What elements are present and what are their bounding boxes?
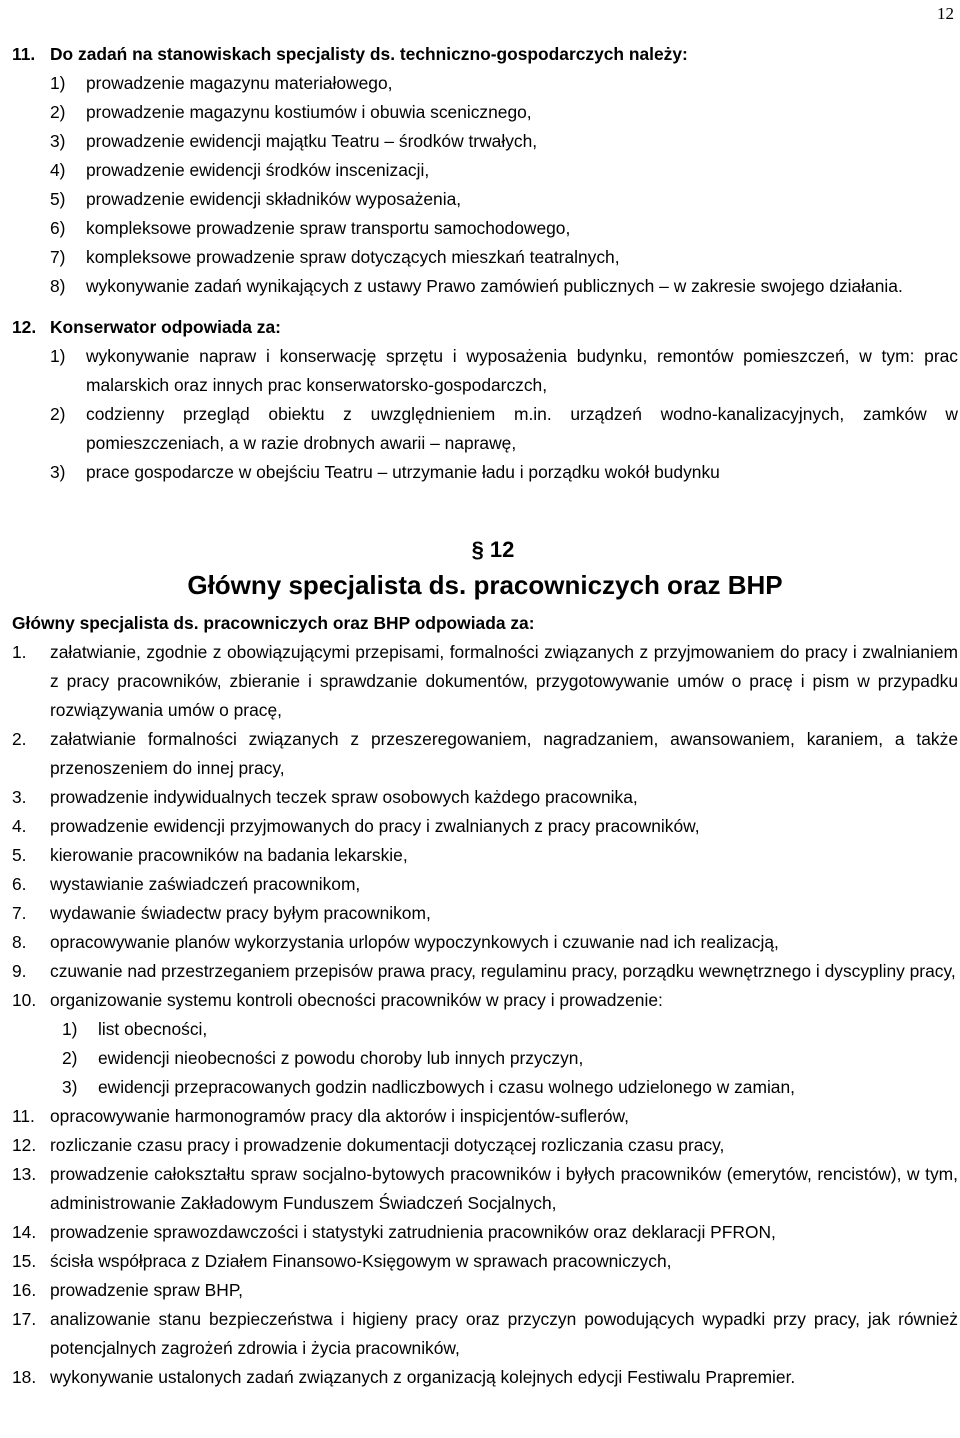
list-item (12, 899, 958, 928)
list-item-text: kompleksowe prowadzenie spraw dotyczących mieszkań teatralnych, (86, 247, 620, 267)
list-item-text: wykonywanie ustalonych zadań związanych z organizacją kolejnych edycji Festiwalu Prapremier. (50, 1367, 796, 1387)
attendance-records-list (50, 1015, 958, 1102)
list-item-text: organizowanie systemu kontroli obecności pracowników w pracy i prowadzenie: (50, 990, 663, 1010)
list-item-text: prace gospodarcze w obejściu Teatru – utrzymanie ładu i porządku wokół budynku (86, 462, 720, 482)
list-item-number: 14. (12, 1222, 37, 1242)
sub-list-item-text: ewidencji nieobecności z powodu choroby lub innych przyczyn, (98, 1048, 584, 1068)
list-item-number: 10. (12, 990, 37, 1010)
list-item (12, 272, 958, 301)
list-item (12, 69, 958, 98)
list-item (12, 986, 958, 1102)
list-item-text: wystawianie zaświadczeń pracownikom, (50, 874, 361, 894)
list-item (12, 1305, 958, 1363)
list-item (12, 1160, 958, 1218)
list-item (12, 638, 958, 725)
list-item (12, 342, 958, 400)
list-item (12, 812, 958, 841)
list-item-number: 13. (12, 1164, 37, 1184)
list-item-text: rozliczanie czasu pracy i prowadzenie dokumentacji dotyczącej rozliczania czasu pracy, (50, 1135, 725, 1155)
list-item (12, 243, 958, 272)
list-item-number: 15. (12, 1251, 37, 1271)
list-item-number: 1. (12, 642, 27, 662)
list-item (12, 928, 958, 957)
paragraph-sign: § 12 (471, 537, 515, 562)
list-item-number: 6) (50, 218, 66, 238)
list-item-number: 7) (50, 247, 66, 267)
list-item (12, 1363, 958, 1392)
section-12-number: 12. (12, 317, 37, 337)
list-item-number: 5) (50, 189, 66, 209)
list-item-text: prowadzenie indywidualnych teczek spraw osobowych każdego pracownika, (50, 787, 638, 807)
section-11-list (12, 69, 958, 301)
list-item-text: prowadzenie magazynu kostiumów i obuwia scenicznego, (86, 102, 532, 122)
list-item (12, 1247, 958, 1276)
list-item-text: prowadzenie spraw BHP, (50, 1280, 244, 1300)
paragraph-heading (12, 535, 958, 603)
list-item-text: czuwanie nad przestrzeganiem przepisów prawa pracy, regulaminu pracy, porządku wewnętrznego i dyscypliny pracy, (50, 961, 956, 981)
list-item (12, 98, 958, 127)
list-item-number: 8. (12, 932, 27, 952)
list-item-number: 4) (50, 160, 66, 180)
list-item (12, 214, 958, 243)
list-item-number: 18. (12, 1367, 37, 1387)
list-item-number: 3) (50, 131, 66, 151)
list-item-number: 17. (12, 1309, 37, 1329)
list-item-number: 3. (12, 787, 27, 807)
list-item-number: 6. (12, 874, 27, 894)
sub-list-item-text: ewidencji przepracowanych godzin nadliczbowych i czasu wolnego udzielonego w zamian, (98, 1077, 795, 1097)
sub-list-item-number: 3) (62, 1077, 78, 1097)
sub-list-item-number: 2) (62, 1048, 78, 1068)
list-item-text: opracowywanie harmonogramów pracy dla aktorów i inspicjentów-suflerów, (50, 1106, 629, 1126)
list-item (12, 841, 958, 870)
document-body (12, 40, 958, 1392)
list-item (12, 185, 958, 214)
list-item-text: codzienny przegląd obiektu z uwzględnieniem m.in. urządzeń wodno-kanalizacyjnych, zamków w pomieszczeniach, a w razie drobnych awarii – naprawę, (86, 404, 958, 453)
paragraph-title: Główny specjalista ds. pracowniczych oraz BHP (187, 570, 783, 600)
list-item-text: załatwianie, zgodnie z obowiązującymi przepisami, formalności związanych z przyjmowaniem do pracy i zwalnianiem z pracy pracowników, zbieranie i sprawdzanie dokumentów, przygotowywanie umów o pracę i pism w przypadku rozwiązywania umów o pracę, (50, 642, 958, 720)
list-item-text: załatwianie formalności związanych z przeszeregowaniem, nagradzaniem, awansowaniem, karaniem, a także przenoszeniem do innej pracy, (50, 729, 958, 778)
section-12-title: Konserwator odpowiada za: (50, 317, 281, 337)
list-item (12, 783, 958, 812)
list-item-text: prowadzenie ewidencji przyjmowanych do pracy i zwalnianych z pracy pracowników, (50, 816, 700, 836)
sub-list-item (50, 1044, 958, 1073)
list-item (12, 725, 958, 783)
list-item (12, 1102, 958, 1131)
list-item-text: prowadzenie ewidencji środków inscenizacji, (86, 160, 430, 180)
list-item-number: 1) (50, 73, 66, 93)
sub-list-item (50, 1073, 958, 1102)
list-item (12, 1218, 958, 1247)
list-item-text: prowadzenie ewidencji składników wyposażenia, (86, 189, 462, 209)
list-item (12, 870, 958, 899)
list-item-text: prowadzenie magazynu materiałowego, (86, 73, 393, 93)
responsibilities-list (12, 638, 958, 1392)
list-item-number: 2) (50, 102, 66, 122)
list-item-text: opracowywanie planów wykorzystania urlopów wypoczynkowych i czuwanie nad ich realizacją, (50, 932, 779, 952)
list-item-number: 9. (12, 961, 27, 981)
sub-list-item-number: 1) (62, 1019, 78, 1039)
responsibilities-intro: Główny specjalista ds. pracowniczych oraz BHP odpowiada za: (12, 613, 535, 633)
list-item-text: prowadzenie ewidencji majątku Teatru – środków trwałych, (86, 131, 538, 151)
section-11-number: 11. (12, 44, 36, 64)
list-item-text: wydawanie świadectw pracy byłym pracownikom, (50, 903, 431, 923)
list-item (12, 957, 958, 986)
section-11-heading (12, 40, 958, 69)
list-item (12, 1131, 958, 1160)
list-item-number: 4. (12, 816, 27, 836)
sub-list-item-text: list obecności, (98, 1019, 208, 1039)
list-item (12, 127, 958, 156)
list-item-text: kompleksowe prowadzenie spraw transportu samochodowego, (86, 218, 571, 238)
page-number: 12 (937, 4, 954, 23)
list-item-text: kierowanie pracowników na badania lekarskie, (50, 845, 408, 865)
list-item (12, 1276, 958, 1305)
list-item-number: 8) (50, 276, 66, 296)
list-item-number: 5. (12, 845, 27, 865)
section-12-heading (12, 313, 958, 342)
list-item-number: 2. (12, 729, 27, 749)
list-item (12, 400, 958, 458)
list-item-text: analizowanie stanu bezpieczeństwa i higieny pracy oraz przyczyn powodujących wypadki przy pracy, jak również potencjalnych zagrożeń zdrowia i życia pracowników, (50, 1309, 958, 1358)
list-item-text: wykonywanie zadań wynikających z ustawy Prawo zamówień publicznych – w zakresie swojego działania. (86, 276, 903, 296)
list-item (12, 156, 958, 185)
list-item (12, 458, 958, 487)
list-item-text: prowadzenie całokształtu spraw socjalno-bytowych pracowników i byłych pracowników (emerytów, rencistów), w tym, administrowanie Zakładowym Funduszem Świadczeń Socjalnych, (50, 1164, 958, 1213)
list-item-number: 3) (50, 462, 66, 482)
list-item-number: 7. (12, 903, 27, 923)
list-item-text: wykonywanie napraw i konserwację sprzętu i wyposażenia budynku, remontów pomieszczeń, w tym: prac malarskich oraz innych prac konserwatorsko-gospodarczch, (86, 346, 958, 395)
list-item-number: 12. (12, 1135, 37, 1155)
section-11-title: Do zadań na stanowiskach specjalisty ds. techniczno-gospodarczych należy: (50, 44, 688, 64)
list-item-text: ścisła współpraca z Działem Finansowo-Księgowym w sprawach pracowniczych, (50, 1251, 672, 1271)
list-item-number: 16. (12, 1280, 37, 1300)
section-12-list (12, 342, 958, 487)
list-item-number: 2) (50, 404, 66, 424)
list-item-number: 11. (12, 1106, 35, 1126)
list-item-text: prowadzenie sprawozdawczości i statystyki zatrudnienia pracowników oraz deklaracji PFRON, (50, 1222, 776, 1242)
sub-list-item (50, 1015, 958, 1044)
list-item-number: 1) (50, 346, 66, 366)
